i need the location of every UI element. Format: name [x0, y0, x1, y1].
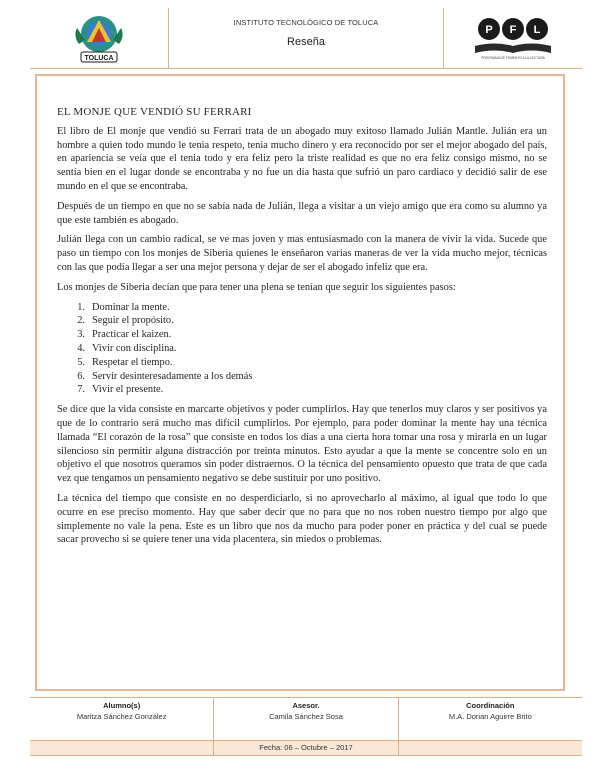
student-cell [30, 698, 214, 740]
advisor-name: Camila Sánchez Sosa [269, 712, 343, 721]
pfl-letter-p: P [485, 24, 493, 36]
date-text: Fecha: 06 – Octubre – 2017 [214, 741, 398, 755]
pfl-caption: PROGRAMA DE FOMENTO A LA LECTURA [481, 56, 545, 60]
tec-toluca-logo [30, 8, 169, 68]
footer-table [30, 697, 582, 756]
document-type: Reseña [287, 36, 325, 48]
list-item: 3. Practicar el kaizen. [77, 329, 172, 341]
paragraph-1: El libro de El monje que vendió su Ferrari trata de un abogado muy exitoso llamado Julián Mantle. Julián era un hombre a quien todo mundo le tenia respeto, tenia mucho dinero y era reconocido por ser el mejor abogado del país, en apariencia se veía que el tenia todo y era feliz pero la triste realidad es que no era feliz consigo mismo, no se sentía bien en el lugar donde se encontraba y no fue un día hasta que sufrió un paro cardiaco y decidió salir de ese mundo en el que se encontraba. [57, 125, 547, 192]
list-item: 2. Seguir el propósito. [77, 315, 174, 327]
paragraph-6: La técnica del tiempo que consiste en no desperdiciarlo, si no aprovecharlo al máximo, al igual que todo lo que ocurre en ese preciso momento. Hay que saber decir que no para que no nos roben nuestro tiempo por algo que simplemente no vale la pena. Este es un libro que nos da mucho para poder poner en práctica y del cual se puede sacar provecho si se quiere tener una vida placentera, sin miedos o problemas. [57, 492, 547, 546]
review-text [57, 106, 547, 553]
pfl-book-icon [465, 15, 561, 61]
advisor-label: Asesor. [292, 701, 320, 710]
date-row [30, 741, 582, 756]
coordination-name: M.A. Dorian Aguirre Brito [448, 712, 532, 721]
list-item: 6. Servir desinteresadamente a los demás [77, 370, 253, 382]
advisor-cell [214, 698, 398, 740]
pfl-logo [443, 8, 582, 68]
header [30, 8, 582, 69]
list-item: 7. Vivir el presente. [77, 384, 164, 396]
signatures-row [30, 698, 582, 741]
list-item: 5. Respetar el tiempo. [77, 356, 173, 368]
paragraph-3: Julián llega con un cambio radical, se ve mas joven y mas entusiasmado con la manera de vivir la vida. Sucede que paso un tiempo con los monjes de Siberia quienes le enseñaron varias maneras de ver la vida mucho mejor, técnicas con las que podía llegar a ser una mejor persona y dejar de ser el abogado infeliz que era. [57, 234, 547, 273]
pfl-letter-f: F [509, 24, 517, 36]
review-content-box [35, 74, 565, 691]
student-label: Alumno(s) [103, 701, 141, 710]
tec-toluca-emblem-icon [67, 12, 131, 64]
paragraph-5: Se dice que la vida consiste en marcarte objetivos y poder cumplirlos. Hay que tenerlos muy claros y ser positivos ya que de lo contrario será mucho mas difícil cumplirlos. Por ejemplo, para poder dominar la mente hay una técnica llamada “El corazón de la rosa” que consiste en todos los días a una cierta hora tomar una rosa y mirarla en un lugar silencioso sin permitir alguna distracción por treinta minutos. Esto ayudar a que la mente se concentre solo en un objetivo el que nosotros queramos sin poder distraernos. O la técnica del pensamiento opuesto que trata de que cada vez que tengamos un pensamiento negativo se debe sustituir por uno positivo. [57, 404, 547, 485]
paragraph-2: Después de un tiempo en que no se sabía nada de Julián, llega a visitar a un viejo amigo que era como su alumno ya que este también es abogado. [57, 200, 547, 226]
paragraph-4: Los monjes de Siberia decían que para tener una plena se tenían que seguir los siguientes pasos: [57, 281, 456, 293]
book-title: EL MONJE QUE VENDIÓ SU FERRARI [57, 106, 252, 118]
logo-toluca-text: TOLUCA [84, 55, 114, 62]
institution-name: INSTITUTO TECNOLÓGICO DE TOLUCA [233, 18, 379, 27]
coordination-label: Coordinación [466, 701, 515, 710]
pfl-letter-l: L [533, 24, 541, 36]
student-name: Maritza Sánchez González [76, 712, 167, 721]
list-item: 1. Dominar la mente. [77, 301, 170, 313]
header-center [169, 8, 443, 68]
list-item: 4. Vivir con disciplina. [77, 342, 177, 354]
steps-list [57, 301, 547, 398]
coordination-cell [399, 698, 582, 740]
